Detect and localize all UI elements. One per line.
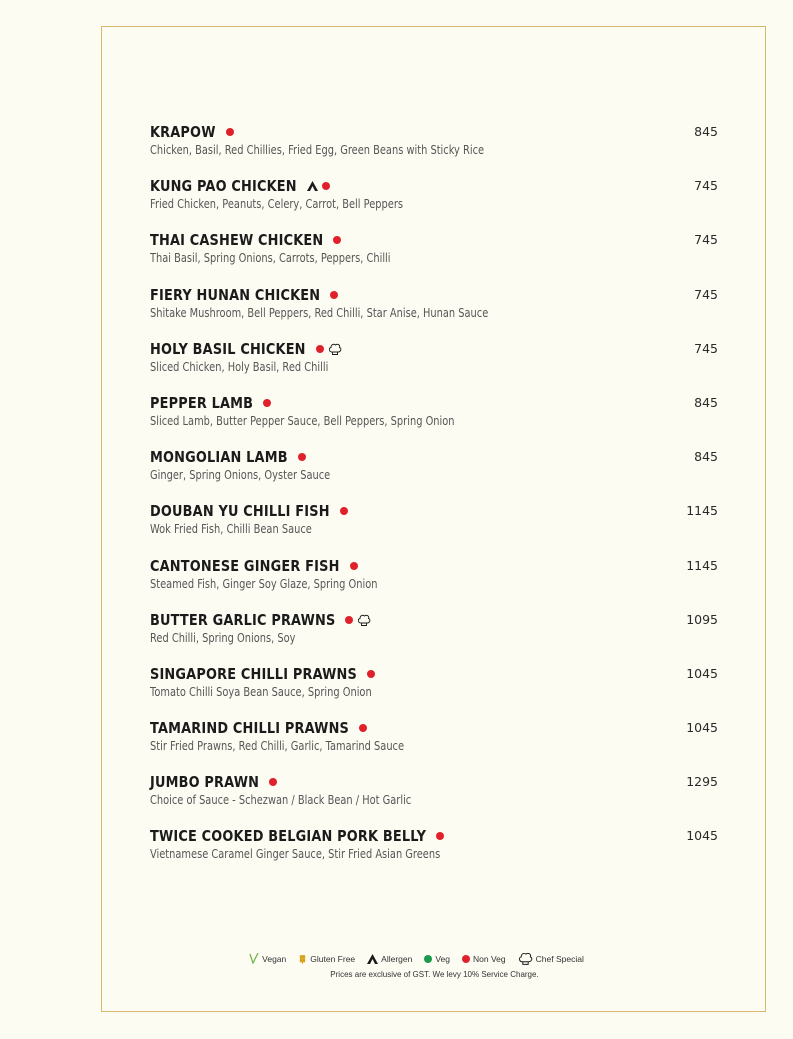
menu-item-header <box>150 555 720 577</box>
menu-item-marks <box>340 507 348 515</box>
menu-item-header <box>150 825 720 847</box>
menu-item-marks <box>263 399 271 407</box>
menu-item-price: 1095 <box>686 611 718 627</box>
menu-item <box>150 392 720 446</box>
menu-item-name: HOLY BASIL CHICKEN <box>150 339 306 358</box>
menu-item-description: Steamed Fish, Ginger Soy Glaze, Spring Onion <box>150 576 378 591</box>
menu-item-price: 1045 <box>686 665 718 681</box>
menu-item-name: PEPPER LAMB <box>150 393 254 412</box>
menu-item-price: 1145 <box>686 557 718 573</box>
menu-item-header <box>150 717 720 739</box>
menu-item-description: Choice of Sauce - Schezwan / Black Bean / Hot Garlic <box>150 793 412 808</box>
menu-item <box>150 825 720 879</box>
non-veg-dot-icon <box>345 616 353 624</box>
legend-item <box>367 954 412 964</box>
menu-item-header <box>150 229 720 251</box>
menu-item-description: Red Chilli, Spring Onions, Soy <box>150 630 296 645</box>
menu-item-marks <box>298 453 306 461</box>
menu-item <box>150 663 720 717</box>
menu-item-description: Tomato Chilli Soya Bean Sauce, Spring Onion <box>150 684 372 699</box>
menu-item-header <box>150 284 720 306</box>
dietary-legend <box>0 952 793 965</box>
menu-item-price: 745 <box>694 286 718 302</box>
non-veg-dot-icon <box>298 453 306 461</box>
menu-item <box>150 229 720 283</box>
menu-item-description: Shitake Mushroom, Bell Peppers, Red Chilli, Star Anise, Hunan Sauce <box>150 305 489 320</box>
menu-item-name: DOUBAN YU CHILLI FISH <box>150 502 330 521</box>
legend-item <box>424 954 450 964</box>
legend-label: Allergen <box>381 953 413 964</box>
legend-label: Gluten Free <box>310 953 356 964</box>
menu-item <box>150 771 720 825</box>
menu-item-marks <box>307 181 330 191</box>
menu-item-name: TAMARIND CHILLI PRAWNS <box>150 719 350 738</box>
menu-item-description: Wok Fried Fish, Chilli Bean Sauce <box>150 522 312 537</box>
menu-item-marks <box>367 670 375 678</box>
menu-item-description: Chicken, Basil, Red Chillies, Fried Egg, Green Beans with Sticky Rice <box>150 143 485 157</box>
allergen-icon <box>307 181 318 191</box>
menu-item <box>150 717 720 771</box>
menu-item-description: Ginger, Spring Onions, Oyster Sauce <box>150 468 331 483</box>
chef-hat-icon <box>328 343 342 355</box>
menu-item-name: BUTTER GARLIC PRAWNS <box>150 610 336 629</box>
menu-item-marks <box>345 614 371 626</box>
legend-label: Non Veg <box>473 953 506 964</box>
non-veg-dot-icon <box>359 724 367 732</box>
legend-item <box>518 952 584 965</box>
legend-item <box>249 953 286 964</box>
wheat-icon <box>298 954 307 964</box>
menu-item-price: 1045 <box>686 720 718 736</box>
menu-item-marks <box>436 832 444 840</box>
menu-list <box>150 121 720 880</box>
legend-label: Veg <box>435 953 451 964</box>
menu-item <box>150 338 720 392</box>
menu-item-header <box>150 446 720 468</box>
menu-item-price: 745 <box>694 178 718 194</box>
menu-item-name: MONGOLIAN LAMB <box>150 448 288 467</box>
menu-item-header <box>150 609 720 631</box>
menu-item-price: 845 <box>694 394 718 410</box>
menu-item-marks <box>330 291 338 299</box>
menu-item <box>150 446 720 500</box>
menu-item <box>150 284 720 338</box>
menu-item-name: JUMBO PRAWN <box>150 773 260 792</box>
menu-item <box>150 609 720 663</box>
non-veg-dot-icon <box>333 236 341 244</box>
non-veg-dot-icon <box>316 345 324 353</box>
non-veg-dot-icon <box>462 955 470 963</box>
menu-item-header <box>150 771 720 793</box>
chef-hat-icon <box>518 952 533 965</box>
menu-item-description: Fried Chicken, Peanuts, Celery, Carrot, Bell Peppers <box>150 197 404 212</box>
menu-item-marks <box>359 724 367 732</box>
menu-item-name: TWICE COOKED BELGIAN PORK BELLY <box>150 827 427 846</box>
vegan-leaf-icon <box>249 953 259 964</box>
menu-item-name: THAI CASHEW CHICKEN <box>150 231 324 250</box>
menu-item-description: Sliced Lamb, Butter Pepper Sauce, Bell Peppers, Spring Onion <box>150 413 455 428</box>
menu-item-price: 845 <box>694 124 718 139</box>
legend-label: Chef Special <box>535 953 584 964</box>
menu-item <box>150 500 720 554</box>
menu-item-price: 745 <box>694 340 718 356</box>
menu-item-price: 1295 <box>686 774 718 790</box>
menu-item-marks <box>333 236 341 244</box>
menu-item-name: SINGAPORE CHILLI PRAWNS <box>150 664 357 683</box>
menu-item-header <box>150 338 720 360</box>
non-veg-dot-icon <box>269 778 277 786</box>
menu-item-marks <box>226 128 234 136</box>
menu-item-header <box>150 121 720 143</box>
menu-item-description: Sliced Chicken, Holy Basil, Red Chilli <box>150 359 329 374</box>
legend-item <box>462 954 506 964</box>
menu-item-header <box>150 392 720 414</box>
menu-item-price: 845 <box>694 449 718 465</box>
non-veg-dot-icon <box>350 562 358 570</box>
menu-item-name: CANTONESE GINGER FISH <box>150 556 340 575</box>
veg-dot-icon <box>424 955 432 963</box>
non-veg-dot-icon <box>226 128 234 136</box>
allergen-icon <box>367 954 378 964</box>
menu-item-name: KRAPOW <box>150 123 216 141</box>
chef-hat-icon <box>357 614 371 626</box>
menu-item <box>150 175 720 229</box>
non-veg-dot-icon <box>322 182 330 190</box>
menu-item <box>150 121 720 175</box>
legend-label: Vegan <box>262 953 287 964</box>
menu-item <box>150 555 720 609</box>
legend-item <box>298 954 355 964</box>
menu-item-description: Thai Basil, Spring Onions, Carrots, Peppers, Chilli <box>150 251 391 266</box>
menu-item-price: 1045 <box>686 828 718 844</box>
menu-item-header <box>150 175 720 197</box>
menu-item-marks <box>269 778 277 786</box>
footer-note: Prices are exclusive of GST. We levy 10% Service Charge. <box>330 970 539 979</box>
menu-item-name: FIERY HUNAN CHICKEN <box>150 285 321 304</box>
non-veg-dot-icon <box>330 291 338 299</box>
non-veg-dot-icon <box>367 670 375 678</box>
menu-item-header <box>150 500 720 522</box>
non-veg-dot-icon <box>436 832 444 840</box>
menu-item-header <box>150 663 720 685</box>
menu-item-price: 745 <box>694 232 718 248</box>
menu-item-description: Vietnamese Caramel Ginger Sauce, Stir Fried Asian Greens <box>150 847 441 862</box>
non-veg-dot-icon <box>263 399 271 407</box>
menu-item-marks <box>350 562 358 570</box>
menu-item-name: KUNG PAO CHICKEN <box>150 177 297 196</box>
non-veg-dot-icon <box>340 507 348 515</box>
menu-item-price: 1145 <box>686 503 718 519</box>
menu-item-marks <box>316 343 342 355</box>
menu-item-description: Stir Fried Prawns, Red Chilli, Garlic, Tamarind Sauce <box>150 739 405 754</box>
